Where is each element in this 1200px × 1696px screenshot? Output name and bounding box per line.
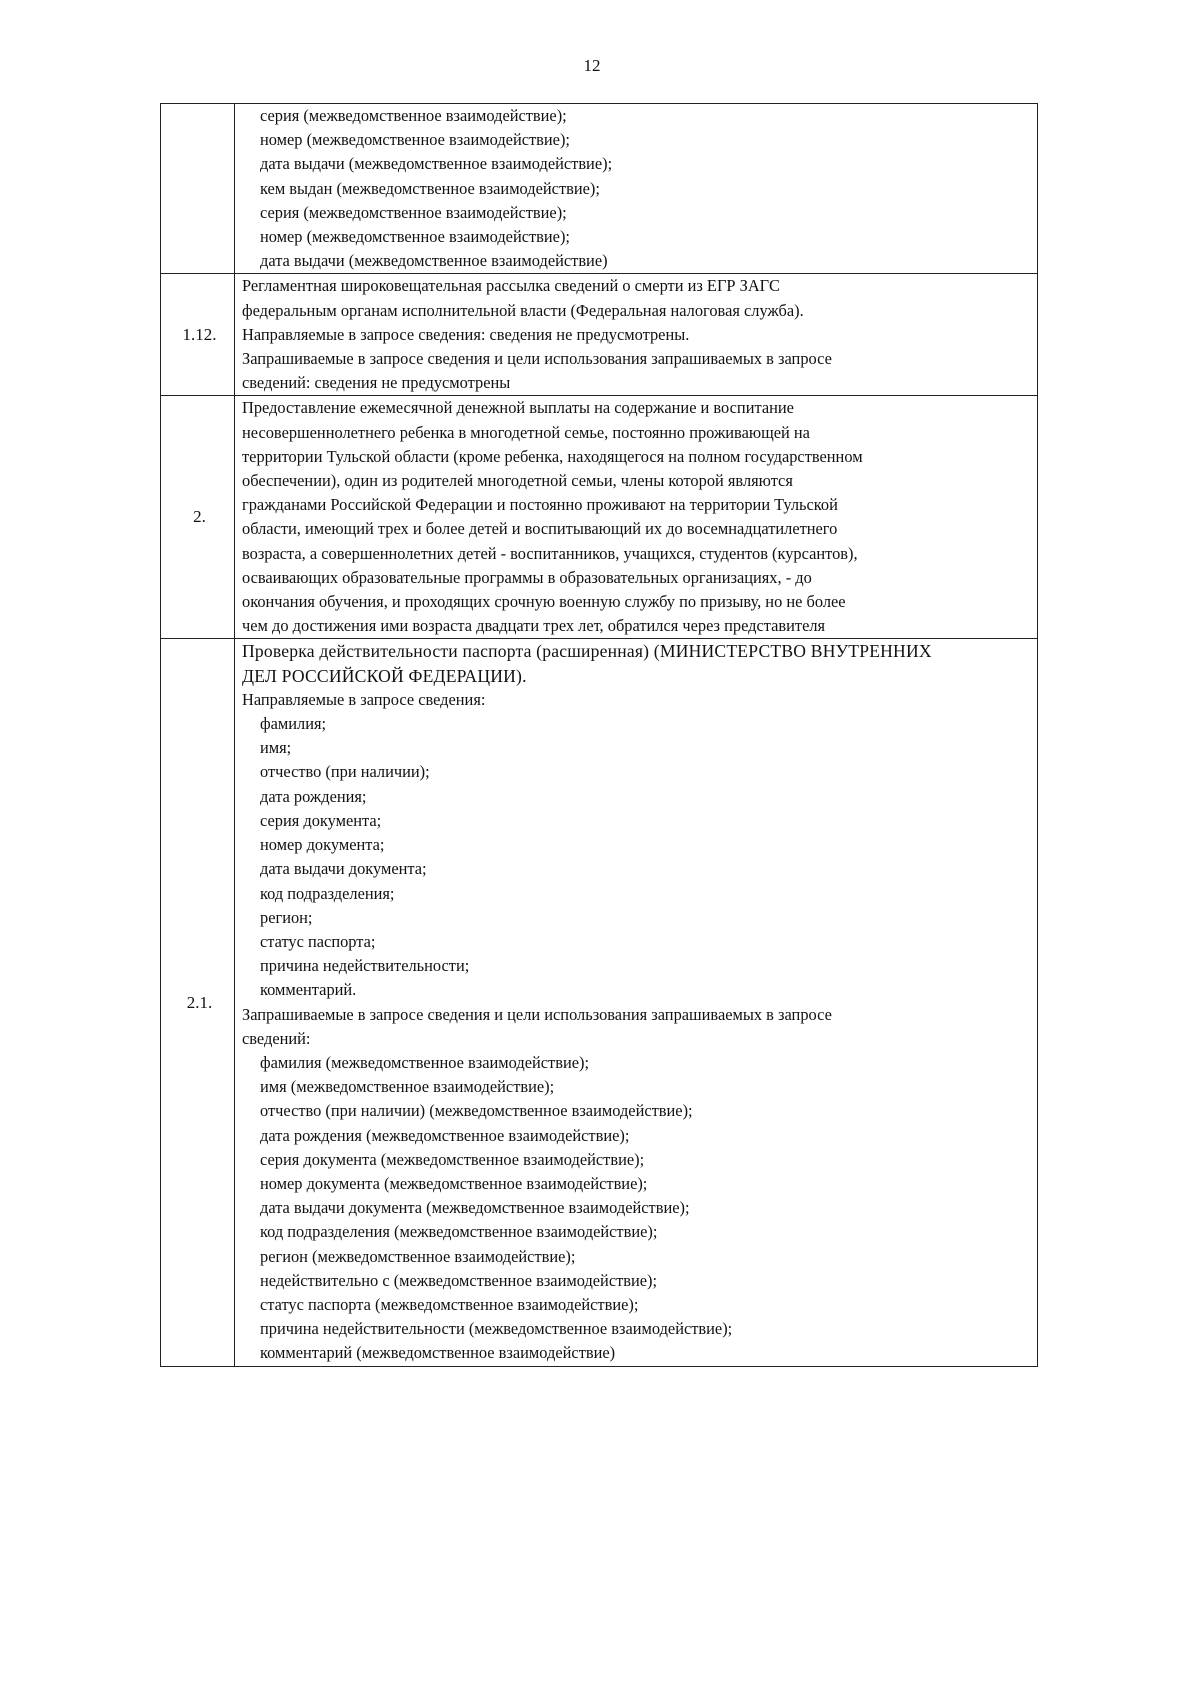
- list-item: код подразделения (межведомственное взаимодействие);: [260, 1222, 658, 1242]
- row-content-cell: [235, 104, 1038, 274]
- text-line: обеспечении), один из родителей многодетной семьи, члены которой являются: [242, 471, 793, 491]
- row-number-cell: [161, 639, 235, 1366]
- row-content-cell: [235, 396, 1038, 639]
- text-line: территории Тульской области (кроме ребенка, находящегося на полном государственном: [242, 446, 863, 466]
- text-line: Запрашиваемые в запросе сведения и цели использования запрашиваемых в запросе: [242, 349, 832, 369]
- text-line: Направляемые в запросе сведения:: [242, 689, 486, 709]
- text-line: несовершеннолетнего ребенка в многодетной семье, постоянно проживающей на: [242, 422, 810, 442]
- page-number: 12: [583, 56, 601, 75]
- list-item: регион (межведомственное взаимодействие);: [260, 1246, 576, 1266]
- list-item: серия (межведомственное взаимодействие);: [260, 202, 567, 222]
- list-item: комментарий (межведомственное взаимодействие): [260, 1343, 616, 1363]
- row-number: 2.1.: [186, 992, 213, 1012]
- list-item: дата выдачи (межведомственное взаимодействие): [260, 251, 608, 271]
- text-line: сведений: сведения не предусмотрены: [242, 373, 511, 393]
- list-item: причина недействительности (межведомственное взаимодействие);: [260, 1319, 733, 1339]
- list-item: серия документа (межведомственное взаимодействие);: [260, 1149, 645, 1169]
- list-item: дата рождения (межведомственное взаимодействие);: [260, 1125, 630, 1145]
- list-item: комментарий.: [260, 980, 357, 1000]
- list-item: регион;: [260, 907, 313, 927]
- text-line: Проверка действительности паспорта (расширенная) (МИНИСТЕРСТВО ВНУТРЕННИХ: [242, 641, 932, 662]
- list-item: номер (межведомственное взаимодействие);: [260, 130, 570, 150]
- text-line: осваивающих образовательные программы в образовательных организациях, - до: [242, 567, 812, 587]
- text-line: возраста, а совершеннолетних детей - воспитанников, учащихся, студентов (курсантов),: [242, 543, 858, 563]
- row-number: 1.12.: [182, 324, 217, 344]
- row-number-cell: [161, 396, 235, 639]
- table-row: [161, 396, 1038, 639]
- table-row: [161, 274, 1038, 396]
- row-content-cell: [235, 274, 1038, 396]
- text-line: Предоставление ежемесячной денежной выплаты на содержание и воспитание: [242, 398, 794, 418]
- row-number-cell: [161, 274, 235, 396]
- list-item: недействительно с (межведомственное взаимодействие);: [260, 1270, 658, 1290]
- table-row: [161, 639, 1038, 1366]
- text-line: области, имеющий трех и более детей и воспитывающий их до восемнадцатилетнего: [242, 519, 838, 539]
- services-table-body: [161, 104, 1038, 1367]
- list-item: код подразделения;: [260, 883, 395, 903]
- text-line: гражданами Российской Федерации и постоянно проживают на территории Тульской: [242, 495, 838, 515]
- text-line: Запрашиваемые в запросе сведения и цели использования запрашиваемых в запросе: [242, 1004, 832, 1024]
- list-item: отчество (при наличии) (межведомственное взаимодействие);: [260, 1101, 693, 1121]
- list-item: дата рождения;: [260, 786, 367, 806]
- text-line: чем до достижения ими возраста двадцати трех лет, обратился через представителя: [242, 616, 826, 636]
- text-line: окончания обучения, и проходящих срочную военную службу по призыву, но не более: [242, 592, 846, 612]
- list-item: статус паспорта;: [260, 931, 376, 951]
- list-item: имя;: [260, 738, 292, 758]
- row-number: 2.: [193, 507, 206, 527]
- row-number-cell: [161, 104, 235, 274]
- list-item: причина недействительности;: [260, 956, 470, 976]
- list-item: номер документа;: [260, 835, 385, 855]
- list-item: статус паспорта (межведомственное взаимодействие);: [260, 1294, 639, 1314]
- list-item: дата выдачи (межведомственное взаимодействие);: [260, 154, 613, 174]
- list-item: фамилия;: [260, 714, 327, 734]
- list-item: фамилия (межведомственное взаимодействие);: [260, 1052, 589, 1072]
- text-line: ДЕЛ РОССИЙСКОЙ ФЕДЕРАЦИИ).: [242, 665, 527, 686]
- list-item: кем выдан (межведомственное взаимодействие);: [260, 178, 600, 198]
- list-item: дата выдачи документа;: [260, 859, 427, 879]
- text-line: сведений:: [242, 1028, 311, 1048]
- services-table: [160, 103, 1038, 1367]
- list-item: номер документа (межведомственное взаимодействие);: [260, 1173, 648, 1193]
- text-line: федеральным органам исполнительной власти (Федеральная налоговая служба).: [242, 300, 804, 320]
- table-row: [161, 104, 1038, 274]
- list-item: имя (межведомственное взаимодействие);: [260, 1077, 555, 1097]
- list-item: серия (межведомственное взаимодействие);: [260, 106, 567, 125]
- list-item: номер (межведомственное взаимодействие);: [260, 227, 570, 247]
- list-item: дата выдачи документа (межведомственное взаимодействие);: [260, 1198, 690, 1218]
- list-item: отчество (при наличии);: [260, 762, 430, 782]
- text-line: Регламентная широковещательная рассылка сведений о смерти из ЕГР ЗАГС: [242, 276, 780, 296]
- text-line: Направляемые в запросе сведения: сведения не предусмотрены.: [242, 324, 690, 344]
- row-content-cell: [235, 639, 1038, 1366]
- list-item: серия документа;: [260, 810, 382, 830]
